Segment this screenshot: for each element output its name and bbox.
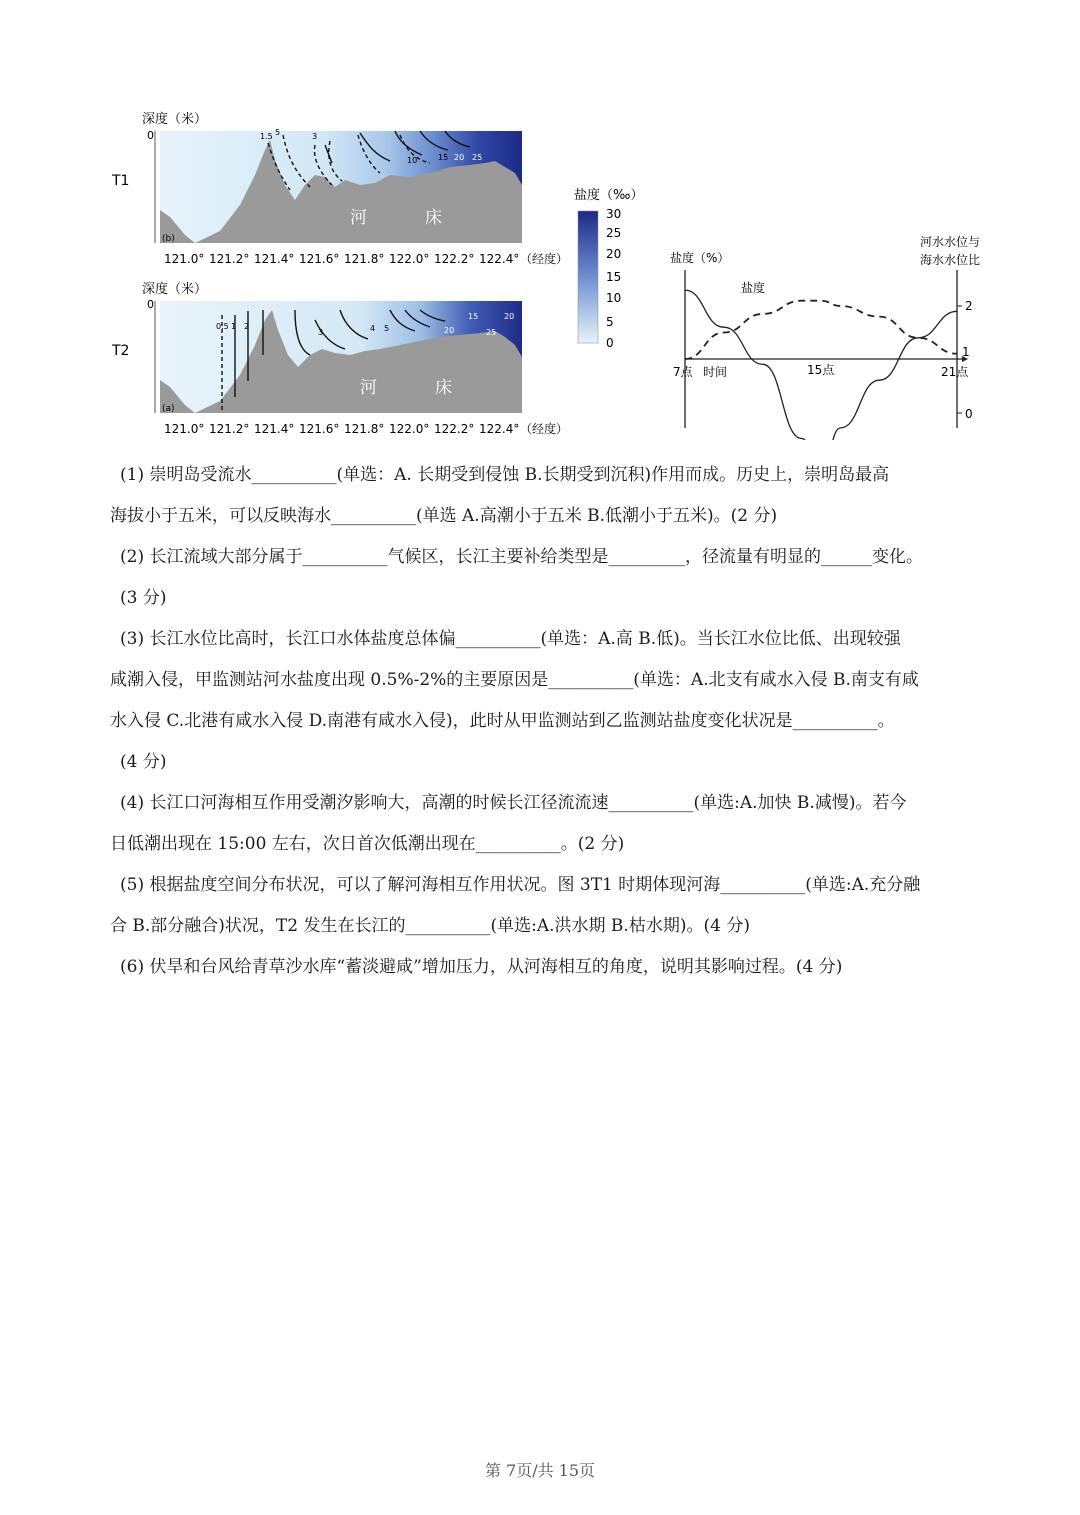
t1-depth-label: 深度（米）: [142, 112, 208, 127]
t1-lon-tick: 121.0°: [164, 252, 205, 266]
t2-lon-ticks: [164, 421, 568, 436]
t1-lon-tick: 121.6°: [299, 252, 340, 266]
cross-section-figure: [100, 105, 670, 440]
t2-riverbed-label: 河: [360, 378, 377, 398]
t1-lon-tick: 122.2°: [434, 252, 475, 266]
x-tick-label: 7点: [673, 365, 693, 379]
t2-contour-label: 25: [486, 328, 497, 337]
t2-contour-label: 2: [244, 322, 250, 331]
salinity-water-ratio-chart: [665, 230, 1000, 440]
y-left-label: 盐度（%）: [670, 251, 730, 265]
t2-lon-unit: （经度）: [520, 422, 569, 436]
t1-contour-label: 10: [407, 156, 418, 165]
t1-contour-label: 3: [312, 132, 318, 141]
t2-depth-zero: 0: [147, 298, 154, 311]
question-3-line: 咸潮入侵，甲监测站河水盐度出现 0.5%-2%的主要原因是__________(单选：A.北支有咸水入侵 B.南支有咸: [110, 670, 919, 690]
water-ratio-series-line: [685, 301, 957, 359]
panel-t2-label: T2: [112, 343, 130, 359]
colorbar-tick: 25: [606, 226, 622, 240]
t1-lon-tick: 121.2°: [209, 252, 250, 266]
question-1-line: (1) 崇明岛受流水__________(单选：A. 长期受到侵蚀 B.长期受到沉积)作用而成。历史上，崇明岛最高: [120, 465, 890, 485]
t2-contour-label: 15: [468, 312, 479, 321]
page-number: 第 7页/共 15页: [484, 1461, 596, 1480]
x-tick-label: 21点: [941, 365, 969, 379]
right-tick-label: 2: [965, 299, 973, 313]
question-3-line: (4 分): [120, 752, 167, 772]
t1-lon-tick: 121.4°: [254, 252, 295, 266]
right-tick-label: 0: [965, 407, 973, 421]
t2-contour-label: 5: [384, 324, 390, 333]
t1-riverbed-label: 河: [350, 208, 367, 228]
colorbar-tick: 30: [606, 207, 622, 221]
question-3-line: 水入侵 C.北港有咸水入侵 D.南港有咸水入侵)，此时从甲监测站到乙监测站盐度变化状况是__________。: [110, 711, 895, 731]
colorbar: [578, 211, 598, 343]
right-tick-label: 1: [962, 345, 970, 359]
t1-lon-tick: 122.0°: [389, 252, 430, 266]
t1-contour-label: 1.5: [260, 132, 273, 141]
t1-contour-label: 20: [454, 153, 465, 162]
t2-lon-tick: 121.0°: [164, 422, 205, 436]
question-2-line: (3 分): [120, 588, 167, 608]
t1-contour-label: 15: [438, 153, 449, 162]
salinity-series-label: 盐度: [741, 281, 766, 295]
questions-section: [110, 455, 980, 988]
question-6-line: (6) 伏旱和台风给青草沙水库“蓄淡避咸”增加压力，从河海相互的角度，说明其影响过程。(4 分): [120, 957, 843, 977]
colorbar-tick: 15: [606, 270, 622, 284]
t2-lon-tick: 122.2°: [434, 422, 475, 436]
t1-depth-zero: 0: [147, 129, 154, 142]
t2-lon-tick: 121.8°: [344, 422, 385, 436]
question-4-line: (4) 长江口河海相互作用受潮汐影响大，高潮的时候长江径流流速__________(单选:A.加快 B.减慢)。若今: [120, 793, 907, 813]
t1-riverbed-label: 床: [425, 208, 442, 228]
y-right-label: 海水水位比: [920, 253, 981, 267]
t2-depth-label: 深度（米）: [142, 282, 208, 297]
t1-contour-label: 5: [275, 128, 281, 137]
x-tick-label: 15点: [807, 363, 835, 377]
y-right-label: 河水水位与: [920, 235, 981, 249]
line-chart-svg: [665, 230, 1000, 440]
question-5-line: 合 B.部分融合)状况，T2 发生在长江的__________(单选:A.洪水期 B.枯水期)。(4 分): [110, 916, 750, 936]
x-axis-label: 时间: [703, 365, 728, 379]
t2-lon-tick: 121.4°: [254, 422, 295, 436]
t1-lon-unit: （经度）: [520, 252, 569, 266]
question-2-line: (2) 长江流域大部分属于__________气候区，长江主要补给类型是_________，径流量有明显的______变化。: [120, 547, 923, 567]
t2-lon-tick: 122.4°: [479, 422, 520, 436]
t2-lon-tick: 122.0°: [389, 422, 430, 436]
t2-lon-tick: 121.6°: [299, 422, 340, 436]
t1-lon-tick: 122.4°: [479, 252, 520, 266]
t2-contour-label: 0.5: [216, 322, 229, 331]
question-5-line: (5) 根据盐度空间分布状况，可以了解河海相互作用状况。图 3T1 时期体现河海__________(单选:A.充分融: [120, 875, 921, 895]
t1-contour-label: 25: [472, 153, 483, 162]
cross-section-svg: [100, 105, 670, 440]
colorbar-title: 盐度（‰）: [574, 188, 644, 203]
t2-riverbed-label: 床: [435, 378, 452, 398]
t1-lon-ticks: [164, 251, 568, 266]
t2-contour-label: 20: [504, 312, 515, 321]
colorbar-tick: 10: [606, 291, 622, 305]
colorbar-ticks: [606, 207, 621, 350]
question-4-line: 日低潮出现在 15:00 左右，次日首次低潮出现在__________。(2 分): [110, 834, 625, 854]
colorbar-tick: 5: [606, 315, 614, 329]
t1-panel-tag: (b): [162, 234, 175, 244]
t2-contour-label: 3: [318, 328, 324, 337]
t2-panel-tag: (a): [162, 404, 175, 414]
question-1-line: 海拔小于五米，可以反映海水__________(单选 A.高潮小于五米 B.低潮小于五米)。(2 分): [110, 506, 778, 526]
t2-contour-label: 20: [444, 326, 455, 335]
colorbar-tick: 20: [606, 247, 622, 261]
panel-t1-label: T1: [112, 173, 130, 189]
t2-lon-tick: 121.2°: [209, 422, 250, 436]
t1-lon-tick: 121.8°: [344, 252, 385, 266]
t2-contour-label: 4: [370, 324, 376, 333]
question-3-line: (3) 长江水位比高时，长江口水体盐度总体偏__________(单选：A.高 B.低)。当长江水位比低、出现较强: [120, 629, 901, 649]
colorbar-tick: 0: [606, 336, 614, 350]
t2-contour-label: 1: [231, 322, 237, 331]
